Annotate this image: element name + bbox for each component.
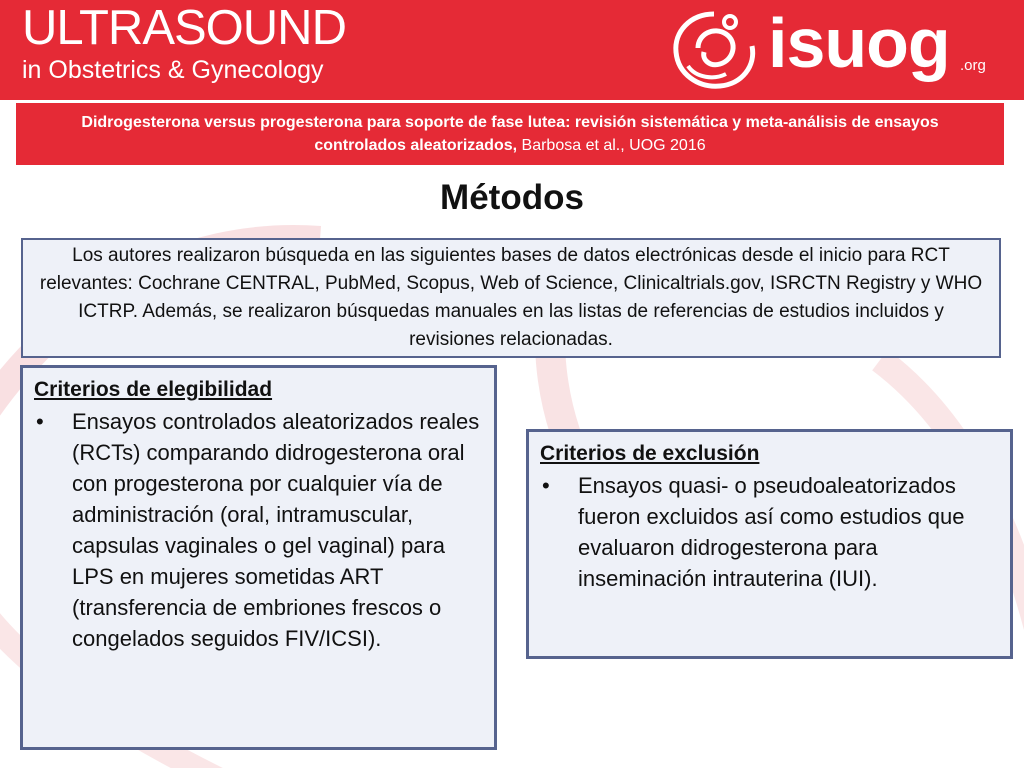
bullet-icon: •	[542, 473, 550, 498]
isuog-logo	[668, 4, 998, 92]
eligibility-criterion: Ensayos controlados aleatorizados reales (RCTs) comparando didrogesterona oral con progesterona por cualquier vía de administración (oral, intramuscular, capsulas vaginales o gel vaginal) para LPS en mujeres sometidas ART (transferencia de embriones frescos o congelados seguidos FIV/ICSI).	[72, 409, 480, 651]
list-item	[540, 470, 996, 594]
article-banner	[16, 103, 1004, 165]
eligibility-heading: Criterios de elegibilidad	[34, 378, 273, 401]
eligibility-box	[20, 365, 497, 750]
section-title: Métodos	[440, 178, 584, 217]
logo-domain: .org	[960, 57, 986, 74]
exclusion-box	[526, 429, 1013, 659]
list-item	[34, 406, 480, 654]
journal-header	[0, 0, 1024, 100]
journal-subtitle: in Obstetrics & Gynecology	[22, 56, 324, 84]
bullet-icon: •	[36, 409, 44, 434]
journal-title: ULTRASOUND	[22, 1, 346, 55]
methods-text: Los autores realizaron búsqueda en las siguientes bases de datos electrónicas desde el inicio para RCT relevantes: Cochrane CENTRAL, PubMed, Scopus, Web of Science, Clinicaltrials.gov, ISRCTN Registry y WHO ICTRP. Además, se realizaron búsquedas manuales en las listas de referencias de estudios incluidos y revisiones relacionadas.	[39, 245, 983, 350]
logo-wordmark: isuog	[768, 4, 950, 82]
fetus-swirl-icon	[668, 8, 760, 92]
methods-box	[21, 238, 1001, 358]
article-title: Didrogesterona versus progesterona para soporte de fase lutea: revisión sistemática y meta-análisis de ensayos controlados aleatorizados,	[81, 114, 939, 154]
exclusion-heading: Criterios de exclusión	[540, 442, 760, 465]
article-reference	[16, 111, 1004, 157]
article-citation: Barbosa et al., UOG 2016	[517, 137, 706, 154]
exclusion-criterion: Ensayos quasi- o pseudoaleatorizados fueron excluidos así como estudios que evaluaron didrogesterona para inseminación intrauterina (IUI).	[578, 473, 965, 591]
